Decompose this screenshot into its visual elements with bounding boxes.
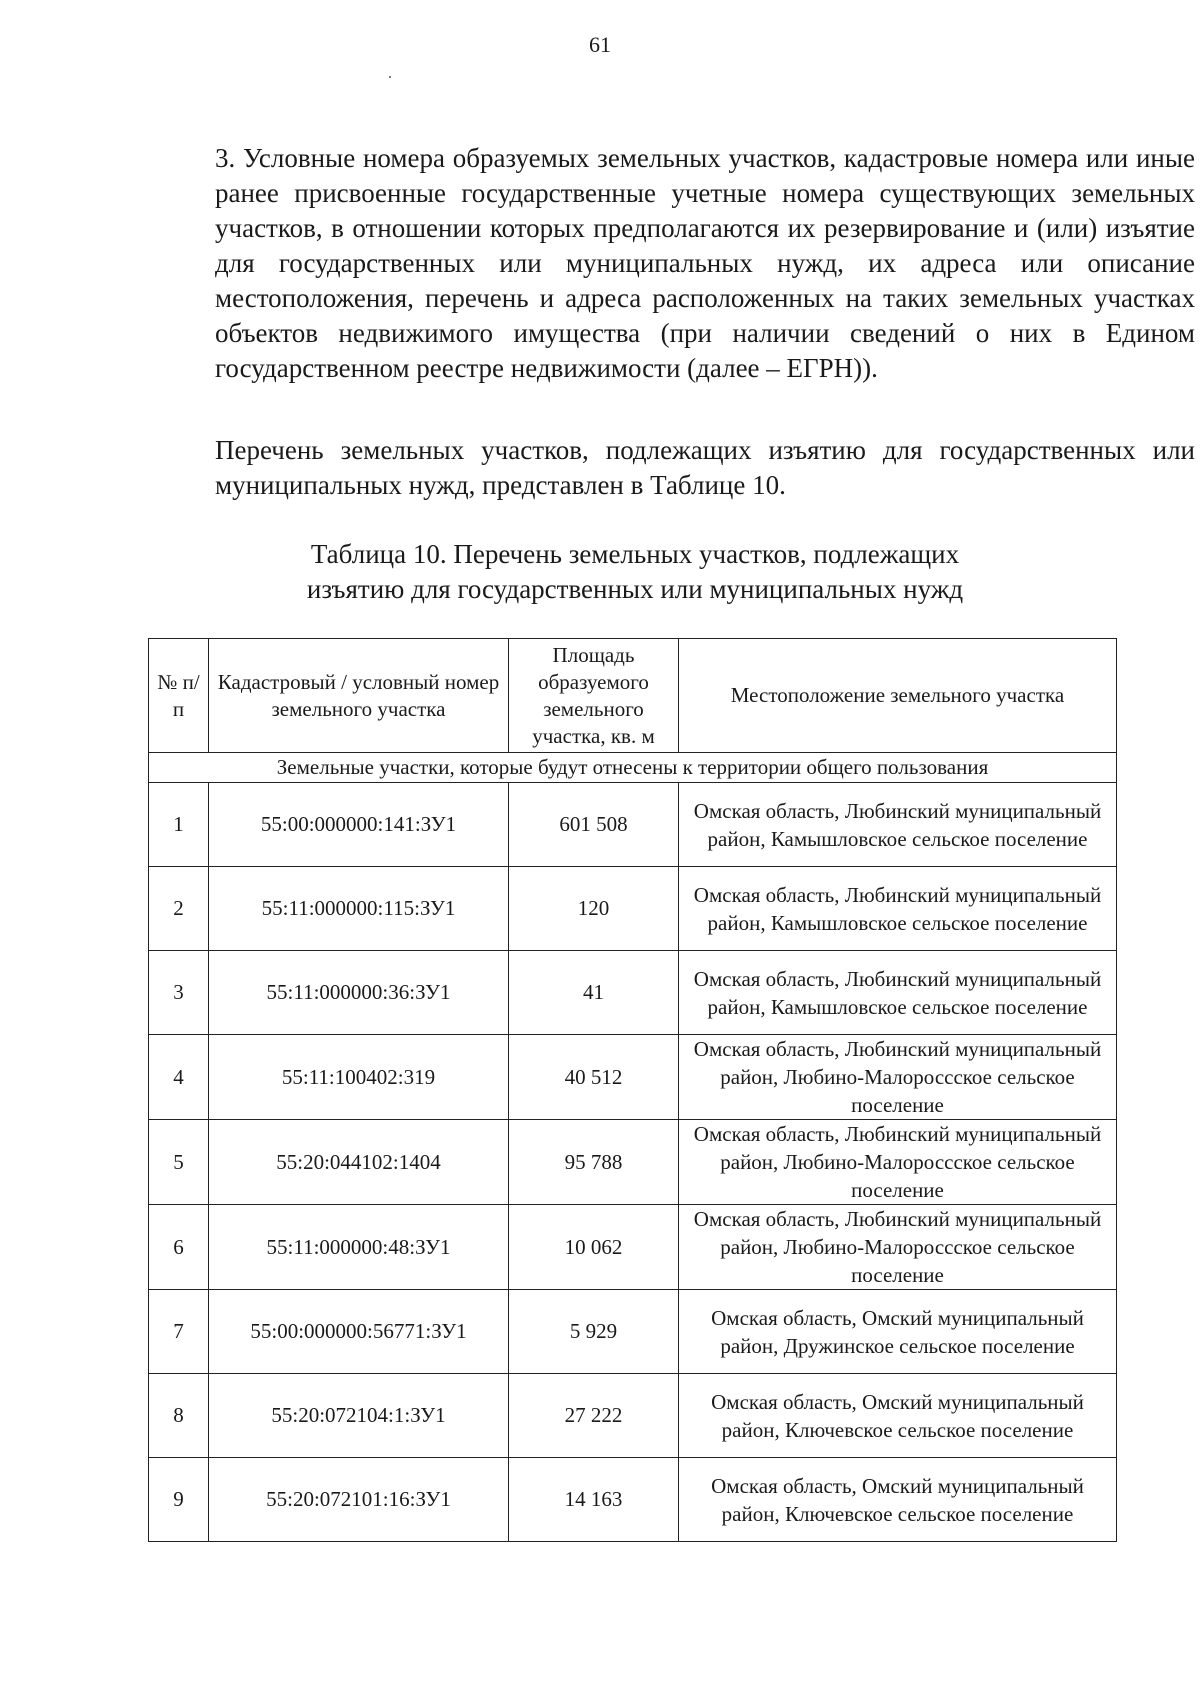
cell-num: 8 bbox=[149, 1374, 209, 1458]
scan-speck bbox=[389, 76, 391, 78]
table-row bbox=[149, 1290, 1117, 1374]
cell-location: Омская область, Омский муниципальный район, Ключевское сельское поселение bbox=[679, 1458, 1117, 1542]
cell-area: 95 788 bbox=[509, 1120, 679, 1205]
cell-num: 4 bbox=[149, 1035, 209, 1120]
paragraph-reservation-info: 3. Условные номера образуемых земельных участков, кадастровые номера или иные ранее присвоенные государственные учетные номера существующих земельных участков, в отношении которых предполагаются их резервирование и (или) изъятие для государственных или муниципальных нужд, их адреса или описание местоположения, перечень и адреса расположенных на таких земельных участках объектов недвижимого имущества (при наличии сведений о них в Едином государственном реестре недвижимости (далее – ЕГРН)). bbox=[215, 143, 1195, 383]
cell-num: 1 bbox=[149, 783, 209, 867]
table-header-row bbox=[149, 639, 1117, 753]
header-cadastral: Кадастровый / условный номер земельного участка bbox=[209, 639, 509, 753]
cell-location: Омская область, Любинский муниципальный район, Камышловское сельское поселение bbox=[679, 783, 1117, 867]
cell-num: 3 bbox=[149, 951, 209, 1035]
cell-cadastral: 55:11:000000:36:ЗУ1 bbox=[209, 951, 509, 1035]
cell-num: 7 bbox=[149, 1290, 209, 1374]
table-caption-line-1: Таблица 10. Перечень земельных участков, подлежащих bbox=[310, 539, 960, 569]
cell-cadastral: 55:11:000000:115:ЗУ1 bbox=[209, 867, 509, 951]
cell-area: 10 062 bbox=[509, 1205, 679, 1290]
cell-area: 40 512 bbox=[509, 1035, 679, 1120]
header-location: Местоположение земельного участка bbox=[679, 639, 1117, 753]
land-plots-table bbox=[148, 638, 1117, 1542]
cell-location: Омская область, Омский муниципальный район, Дружинское сельское поселение bbox=[679, 1290, 1117, 1374]
paragraph-table-reference: Перечень земельных участков, подлежащих изъятию для государственных или муниципальных нужд, представлен в Таблице 10. bbox=[215, 435, 1195, 500]
cell-cadastral: 55:11:100402:319 bbox=[209, 1035, 509, 1120]
cell-location: Омская область, Любинский муниципальный район, Камышловское сельское поселение bbox=[679, 867, 1117, 951]
page-number: 61 bbox=[589, 32, 611, 57]
cell-cadastral: 55:20:072101:16:ЗУ1 bbox=[209, 1458, 509, 1542]
header-num: № п/п bbox=[149, 639, 209, 753]
cell-location: Омская область, Любинский муниципальный район, Любино-Малороссское сельское поселение bbox=[679, 1035, 1117, 1120]
table-row bbox=[149, 1205, 1117, 1290]
header-area: Площадь образуемого земельного участка, кв. м bbox=[509, 639, 679, 753]
cell-num: 5 bbox=[149, 1120, 209, 1205]
section-row bbox=[149, 753, 1117, 783]
cell-area: 5 929 bbox=[509, 1290, 679, 1374]
table-row bbox=[149, 1035, 1117, 1120]
cell-area: 601 508 bbox=[509, 783, 679, 867]
table-row bbox=[149, 1120, 1117, 1205]
cell-area: 27 222 bbox=[509, 1374, 679, 1458]
cell-location: Омская область, Любинский муниципальный район, Любино-Малороссское сельское поселение bbox=[679, 1205, 1117, 1290]
cell-cadastral: 55:00:000000:141:ЗУ1 bbox=[209, 783, 509, 867]
cell-location: Омская область, Омский муниципальный район, Ключевское сельское поселение bbox=[679, 1374, 1117, 1458]
table-row bbox=[149, 1458, 1117, 1542]
cell-area: 14 163 bbox=[509, 1458, 679, 1542]
table-row bbox=[149, 1374, 1117, 1458]
cell-area: 41 bbox=[509, 951, 679, 1035]
table-row bbox=[149, 783, 1117, 867]
cell-cadastral: 55:20:044102:1404 bbox=[209, 1120, 509, 1205]
cell-cadastral: 55:00:000000:56771:ЗУ1 bbox=[209, 1290, 509, 1374]
table-row bbox=[149, 951, 1117, 1035]
cell-location: Омская область, Любинский муниципальный район, Камышловское сельское поселение bbox=[679, 951, 1117, 1035]
cell-cadastral: 55:20:072104:1:ЗУ1 bbox=[209, 1374, 509, 1458]
cell-num: 6 bbox=[149, 1205, 209, 1290]
cell-num: 2 bbox=[149, 867, 209, 951]
cell-area: 120 bbox=[509, 867, 679, 951]
table-caption-line-2: изъятию для государственных или муниципальных нужд bbox=[306, 574, 964, 604]
table-row bbox=[149, 867, 1117, 951]
cell-num: 9 bbox=[149, 1458, 209, 1542]
table-caption bbox=[140, 537, 1130, 607]
cell-location: Омская область, Любинский муниципальный район, Любино-Малороссское сельское поселение bbox=[679, 1120, 1117, 1205]
section-title: Земельные участки, которые будут отнесены к территории общего пользования bbox=[149, 753, 1117, 783]
cell-cadastral: 55:11:000000:48:ЗУ1 bbox=[209, 1205, 509, 1290]
